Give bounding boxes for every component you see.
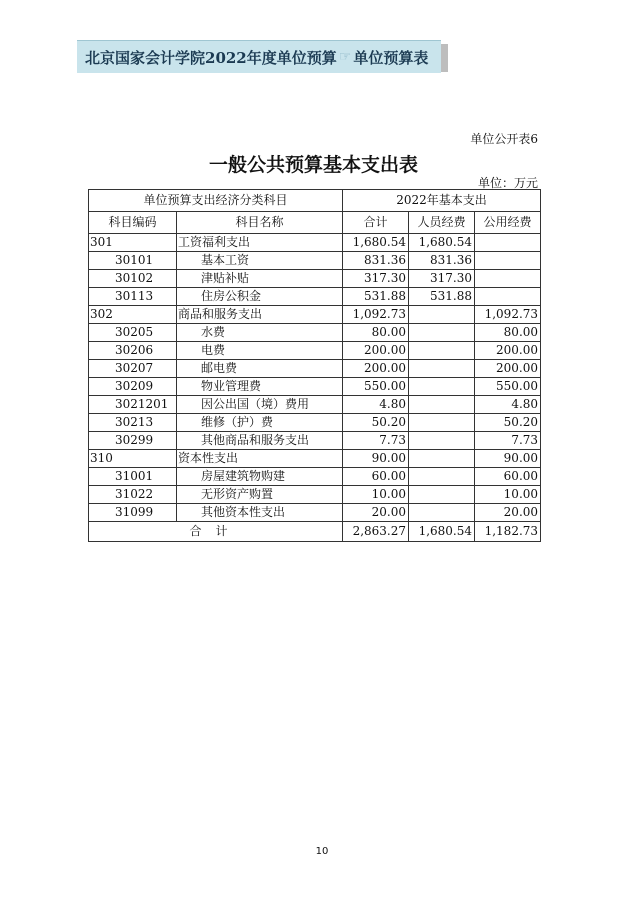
- table-row: [89, 288, 541, 306]
- row-personnel-cell: [409, 414, 475, 432]
- page-title: 一般公共预算基本支出表: [208, 154, 418, 176]
- row-total-cell: 4.80: [343, 396, 409, 414]
- pointing-hand-icon: ☞: [338, 49, 352, 65]
- row-public-cell: [475, 270, 541, 288]
- row-total-cell: 1,680.54: [343, 234, 409, 252]
- row-total-cell: 7.73: [343, 432, 409, 450]
- row-code-cell: 3021201: [89, 396, 177, 414]
- row-code-cell: 310: [89, 450, 177, 468]
- row-total-cell: 1,092.73: [343, 306, 409, 324]
- row-code-cell: 30299: [89, 432, 177, 450]
- row-personnel-cell: [409, 432, 475, 450]
- row-total-cell: 20.00: [343, 504, 409, 522]
- page-number: 10: [315, 846, 329, 857]
- row-total-cell: 10.00: [343, 486, 409, 504]
- row-total-cell: 531.88: [343, 288, 409, 306]
- total-row-personnel: 1,680.54: [409, 522, 475, 542]
- row-personnel-cell: [409, 360, 475, 378]
- row-public-cell: 7.73: [475, 432, 541, 450]
- table-row: [89, 378, 541, 396]
- row-public-cell: 20.00: [475, 504, 541, 522]
- row-name-cell: 资本性支出: [177, 450, 343, 468]
- row-code-cell: 302: [89, 306, 177, 324]
- row-personnel-cell: [409, 378, 475, 396]
- column-header-total: 合计: [343, 212, 409, 234]
- row-total-cell: 60.00: [343, 468, 409, 486]
- column-header-personnel: 人员经费: [409, 212, 475, 234]
- row-name-cell: 房屋建筑物购建: [177, 468, 343, 486]
- row-total-cell: 50.20: [343, 414, 409, 432]
- row-name-cell: 水费: [177, 324, 343, 342]
- unit-label: 单位：万元: [477, 176, 538, 190]
- row-personnel-cell: [409, 504, 475, 522]
- row-public-cell: [475, 234, 541, 252]
- table-row: [89, 486, 541, 504]
- column-header-name: 科目名称: [177, 212, 343, 234]
- row-code-cell: 30101: [89, 252, 177, 270]
- table-row: [89, 306, 541, 324]
- group-header-classification: 单位预算支出经济分类科目: [89, 190, 343, 212]
- row-name-cell: 其他资本性支出: [177, 504, 343, 522]
- header-banner: [77, 40, 441, 73]
- row-code-cell: 30207: [89, 360, 177, 378]
- banner-document-title: 北京国家会计学院2022年度单位预算: [85, 48, 337, 67]
- row-personnel-cell: [409, 306, 475, 324]
- table-row: [89, 252, 541, 270]
- row-public-cell: [475, 288, 541, 306]
- row-total-cell: 317.30: [343, 270, 409, 288]
- row-public-cell: 200.00: [475, 342, 541, 360]
- row-name-cell: 电费: [177, 342, 343, 360]
- row-name-cell: 邮电费: [177, 360, 343, 378]
- table-row: [89, 450, 541, 468]
- row-public-cell: 550.00: [475, 378, 541, 396]
- table-row: [89, 360, 541, 378]
- row-name-cell: 住房公积金: [177, 288, 343, 306]
- row-personnel-cell: [409, 324, 475, 342]
- row-personnel-cell: 1,680.54: [409, 234, 475, 252]
- total-row-total: 2,863.27: [343, 522, 409, 542]
- row-code-cell: 30206: [89, 342, 177, 360]
- row-name-cell: 津贴补贴: [177, 270, 343, 288]
- row-public-cell: 4.80: [475, 396, 541, 414]
- row-name-cell: 因公出国（境）费用: [177, 396, 343, 414]
- row-total-cell: 80.00: [343, 324, 409, 342]
- row-code-cell: 301: [89, 234, 177, 252]
- column-header-public: 公用经费: [475, 212, 541, 234]
- row-name-cell: 工资福利支出: [177, 234, 343, 252]
- table-row: [89, 270, 541, 288]
- row-public-cell: 60.00: [475, 468, 541, 486]
- table-total-row: [89, 522, 541, 542]
- row-public-cell: 1,092.73: [475, 306, 541, 324]
- row-public-cell: 50.20: [475, 414, 541, 432]
- row-code-cell: 31001: [89, 468, 177, 486]
- row-code-cell: 30209: [89, 378, 177, 396]
- row-personnel-cell: [409, 342, 475, 360]
- row-personnel-cell: [409, 396, 475, 414]
- row-public-cell: 200.00: [475, 360, 541, 378]
- row-personnel-cell: 831.36: [409, 252, 475, 270]
- row-name-cell: 维修（护）费: [177, 414, 343, 432]
- group-header-basic-expenditure: 2022年基本支出: [343, 190, 541, 212]
- row-total-cell: 550.00: [343, 378, 409, 396]
- row-name-cell: 无形资产购置: [177, 486, 343, 504]
- row-total-cell: 90.00: [343, 450, 409, 468]
- column-header-code: 科目编码: [89, 212, 177, 234]
- table-row: [89, 324, 541, 342]
- row-personnel-cell: 531.88: [409, 288, 475, 306]
- table-row: [89, 234, 541, 252]
- row-public-cell: [475, 252, 541, 270]
- row-personnel-cell: 317.30: [409, 270, 475, 288]
- row-name-cell: 基本工资: [177, 252, 343, 270]
- row-code-cell: 31022: [89, 486, 177, 504]
- sheet-number: 单位公开表6: [470, 132, 538, 146]
- banner-section-title: 单位预算表: [353, 48, 429, 67]
- row-personnel-cell: [409, 450, 475, 468]
- row-total-cell: 831.36: [343, 252, 409, 270]
- row-code-cell: 30113: [89, 288, 177, 306]
- table-column-header-row: [89, 212, 541, 234]
- row-total-cell: 200.00: [343, 360, 409, 378]
- row-personnel-cell: [409, 468, 475, 486]
- row-code-cell: 30213: [89, 414, 177, 432]
- table-row: [89, 504, 541, 522]
- row-name-cell: 其他商品和服务支出: [177, 432, 343, 450]
- total-row-label: 合计: [89, 522, 343, 542]
- budget-table: [88, 189, 541, 542]
- row-public-cell: 90.00: [475, 450, 541, 468]
- table-group-header-row: [89, 190, 541, 212]
- total-row-public: 1,182.73: [475, 522, 541, 542]
- table-row: [89, 468, 541, 486]
- row-code-cell: 30205: [89, 324, 177, 342]
- row-code-cell: 31099: [89, 504, 177, 522]
- table-row: [89, 396, 541, 414]
- row-personnel-cell: [409, 486, 475, 504]
- row-name-cell: 物业管理费: [177, 378, 343, 396]
- table-row: [89, 432, 541, 450]
- row-code-cell: 30102: [89, 270, 177, 288]
- table-row: [89, 342, 541, 360]
- row-name-cell: 商品和服务支出: [177, 306, 343, 324]
- row-public-cell: 80.00: [475, 324, 541, 342]
- table-row: [89, 414, 541, 432]
- row-public-cell: 10.00: [475, 486, 541, 504]
- row-total-cell: 200.00: [343, 342, 409, 360]
